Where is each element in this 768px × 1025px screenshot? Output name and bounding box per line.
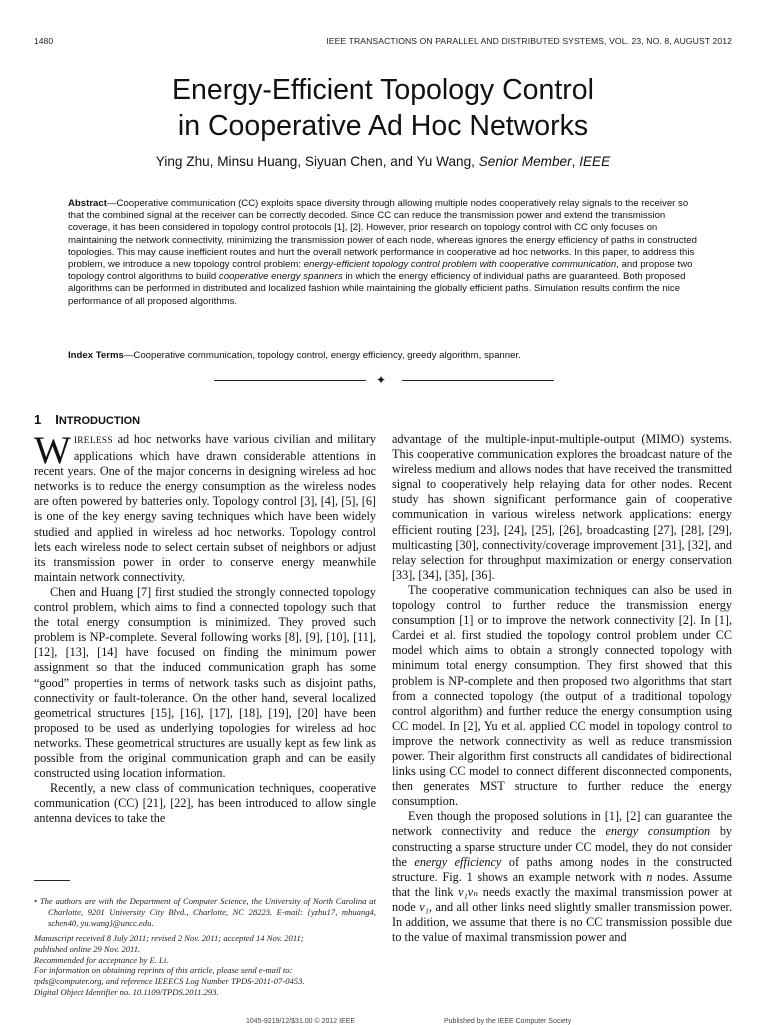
bullet-icon: • [34, 896, 38, 906]
paragraph [392, 809, 732, 945]
footnote-affiliation [34, 896, 376, 929]
drop-cap: W [34, 429, 71, 472]
divider-line-left [214, 380, 366, 381]
index-terms-text: —Cooperative communication, topology control, energy efficiency, greedy algorithm, spanner. [123, 350, 521, 361]
footnote-line: Digital Object Identifier no. 10.1109/TPDS.2011.293. [34, 987, 219, 998]
footnote-line: For information on obtaining reprints of this article, please send e-mail to: [34, 965, 293, 976]
footnote-rule [34, 880, 70, 881]
body-column-left [34, 429, 376, 826]
running-header [34, 36, 732, 50]
paragraph-text: nodes. Assume that the link [392, 869, 732, 899]
small-caps-word: IRELESS [73, 436, 113, 446]
footnote-text: The authors are with the Department of Computer Science, the University of North Carolina at Charlotte, 9201 University City Blvd., Charlotte, NC 28223. E-mail: {yzhu17, mhuang4, schen40, yu.wang}@uncc.edu. [37, 896, 376, 928]
abstract-text-2: , and propose two topology control algorithms to build [68, 259, 693, 283]
author-sep: , [571, 154, 580, 169]
footnote-line: Recommended for acceptance by E. Li. [34, 954, 169, 965]
abstract-emphasis-2: cooperative energy spanners [218, 271, 343, 283]
copyright-notice: 1045-9219/12/$31.00 © 2012 IEEE [246, 1018, 356, 1025]
author-list [34, 154, 732, 169]
section-title-initial: I [55, 412, 59, 427]
paragraph: advantage of the multiple-input-multiple-output (MIMO) systems. This cooperative communication explores the broadcast nature of the wireless medium and allows nodes that have received the transmitted signal to cooperatively help relaying data for other nodes. Recent study has shown significant performance gain of cooperative communication in various wireless network applications: energy efficient routing [23], [24], [25], [26], broadcasting [27], [28], [29], multicasting [30], connectivity/coverage improvement [31], [32], and relay selection for throughput maximization or energy conservation [33], [34], [35], [36]. [392, 432, 732, 582]
paragraph: Recently, a new class of communication techniques, cooperative communication (CC) [21], [22], has been introduced to allow single antenna devices to take the [34, 781, 376, 826]
paragraph-text: of paths among nodes in the constructed structure. Fig. 1 shows an example network with [392, 854, 733, 884]
paper-title [34, 72, 732, 144]
title-line-2: in Cooperative Ad Hoc Networks [177, 110, 589, 142]
index-terms [68, 350, 702, 362]
math-variable: n [646, 869, 653, 884]
divider-line-right [402, 380, 554, 381]
math-variable: v₁vₙ [458, 884, 479, 899]
abstract-label: Abstract [68, 198, 107, 209]
abstract-text-3: in which the energy efficiency of individual paths are guaranteed. Both proposed algorithms can be performed in distributed and localized fashion while maintaining the globally efficient paths. Simulation results confirm the nice performance of all proposed algorithms. [68, 271, 686, 307]
section-heading [34, 412, 140, 427]
paragraph-text: by constructing a sparse structure under CC model, they do not consider the [392, 824, 733, 869]
author-org: IEEE [579, 154, 611, 169]
section-divider [214, 373, 554, 387]
journal-name: IEEE TRANSACTIONS ON PARALLEL AND DISTRIBUTED SYSTEMS, VOL. 23, NO. 8, AUGUST 2012 [326, 36, 732, 46]
footnote-line: published online 29 Nov. 2011. [34, 943, 141, 954]
author-names: Ying Zhu, Minsu Huang, Siyuan Chen, and Yu Wang, [155, 154, 479, 169]
abstract-text-1: —Cooperative communication (CC) exploits space diversity through allowing multiple nodes cooperatively relay signals to the receiver so that the combined signal at the receiver can be correctly decoded. Since CC can reduce the transmission power and extend the transmission coverage, it has been considered in topology control protocols [1], [2]. However, prior research on topology control with CC only focuses on maintaining the network connectivity, minimizing the transmission power of each node, whereas ignores the energy efficiency of paths in constructed topologies. This may cause inefficient routes and hurt the overall network performance in cooperative ad hoc networks. In this paper, to address this problem, we introduce a new topology control problem: [68, 198, 697, 271]
title-line-1: Energy-Efficient Topology Control [172, 74, 594, 106]
page-number: 1480 [34, 36, 54, 46]
abstract-emphasis-1: energy-efficient topology control problem with cooperative communication [303, 259, 617, 271]
footnote-line: tpds@computer.org, and reference IEEECS Log Number TPDS-2011-07-0453. [34, 976, 305, 987]
paragraph: The cooperative communication techniques can also be used in topology control to further reduce the transmission energy consumption [1] or to improve the network connectivity [2]. In [1], Cardei et al. first studied the topology control problem under CC model which aims to obtain a strongly connected topology with minimum total energy consumption. They first showed that this problem is NP-complete and then proposed two algorithms that start from a connected topology (the output of a traditional topology control algorithm) and further reduce the energy consumption using CC model. In [2], Yu et al. applied CC model in topology control to improve the network connectivity as well as reduce transmission power. Their algorithm first constructs all candidates of bidirectional links using CC model to connect different disconnected components, then generates MST structure to further reduce the energy consumption. [392, 582, 732, 809]
paragraph-text: needs exactly the maximal transmission power at node [392, 884, 733, 914]
footnote-line: Manuscript received 8 July 2011; revised 2 Nov. 2011; accepted 14 Nov. 2011; [34, 932, 304, 943]
emphasis: energy consumption [605, 824, 711, 839]
paragraph-text: Even though the proposed solutions in [1], [2] can guarantee the network connectivity and reduce the [392, 809, 732, 839]
section-title-rest: NTRODUCTION [58, 415, 141, 427]
paragraph-text: ad hoc networks have various civilian and military applications which have drawn considerable attentions in recent years. One of the major concerns in designing wireless ad hoc networks is to reduce the energy consumption as the wireless nodes are often powered by batteries only. Topology control [3], [4], [5], [6] is one of the key energy saving techniques which have been widely studied and applied in wireless ad hoc networks. Topology control lets each wireless node to select certain subset of neighbors or adjust its transmission power in order to conserve energy meanwhile maintain network connectivity. [34, 432, 376, 584]
index-terms-label: Index Terms [68, 350, 124, 361]
math-variable: v₁ [419, 899, 429, 914]
abstract [68, 198, 702, 308]
divider-diamond-icon: ✦ [376, 373, 387, 387]
emphasis: energy efficiency [414, 854, 502, 869]
body-column-right [392, 432, 732, 945]
paragraph: Chen and Huang [7] first studied the strongly connected topology control problem, which aims to find a connected topology such that the total energy consumption is minimized. They proved such problem is NP-complete. Several following works [8], [9], [10], [11], [12], [13], [14] have focused on finding the minimum power assignment so that the induced communication graph has some “good” properties in terms of network tasks such as disjoint paths, connectivity or fault-tolerance. On the other hand, several localized geometrical structures [15], [16], [17], [18], [19], [20] have been proposed to be used as underlying topologies for wireless ad hoc networks. These geometrical structures are usually kept as few link as possible from the original communication graph and can be easily constructed using location information. [34, 584, 376, 781]
paragraph-text: , and all other links need slightly smaller transmission power. In addition, we assume that there is no CC transmission possible due to the value of maximal transmission power and [392, 899, 732, 945]
publisher-notice: Published by the IEEE Computer Society [444, 1018, 572, 1025]
author-membership: Senior Member [478, 154, 572, 169]
paragraph [34, 429, 376, 585]
footnotes [34, 896, 376, 998]
section-number: 1 [34, 412, 42, 427]
